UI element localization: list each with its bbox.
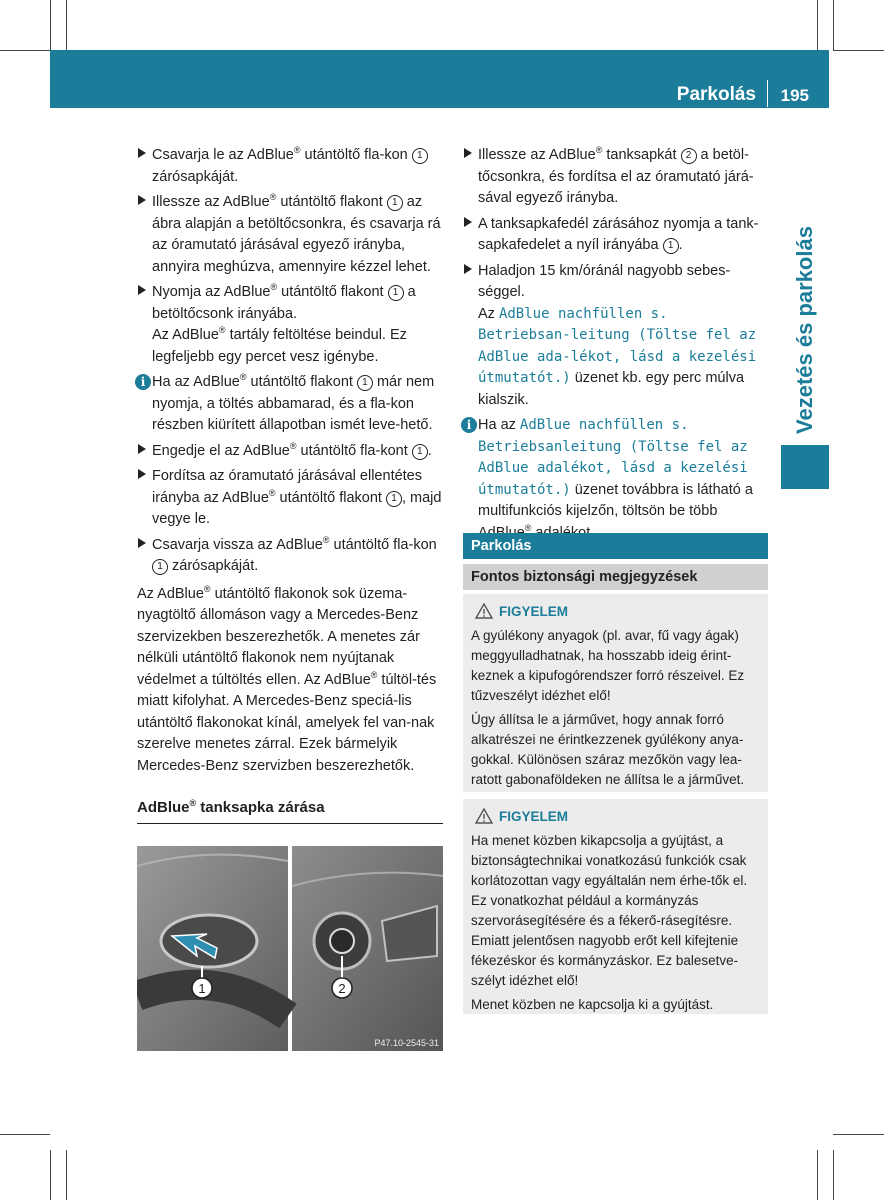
- registered-mark: ®: [218, 325, 226, 336]
- instruction-step: [137, 441, 443, 463]
- fuel-flap: [161, 915, 257, 967]
- callout-number: 1: [412, 148, 428, 164]
- side-tab-marker: [781, 445, 829, 489]
- text: Haladjon 15 km/óránál nagyobb sebes-séggel.: [478, 262, 731, 300]
- subsection-heading: [137, 797, 443, 824]
- info-icon: i: [135, 374, 151, 390]
- text: , majd vegye le.: [152, 489, 442, 527]
- text: AdBlue: [137, 799, 190, 816]
- warning-header: [475, 807, 760, 827]
- crop-mark: [66, 0, 67, 50]
- filler-cap: [330, 929, 354, 953]
- bullet-arrow-icon: [138, 195, 146, 205]
- warning-title: FIGYELEM: [499, 604, 569, 619]
- warning-box: [463, 594, 768, 792]
- right-column: [463, 145, 768, 548]
- instruction-step: [463, 145, 768, 210]
- registered-mark: ®: [524, 522, 532, 533]
- registered-mark: ®: [595, 145, 603, 156]
- bullet-arrow-icon: [464, 148, 472, 158]
- warning-box: [463, 799, 768, 1014]
- instruction-step: [137, 535, 443, 578]
- crop-mark: [50, 0, 51, 50]
- warning-text: Úgy állítsa le a járművet, hogy annak forró alkatrészei ne érintkezzenek gyúlékony anya-gokkal. Különösen száraz mezőkön vagy lea-ratott gabonaföldeken ne állítsa le a járművet.: [471, 712, 745, 787]
- fuel-cap-illustration: [137, 846, 443, 1051]
- text: utántöltő flakont: [277, 284, 388, 300]
- callout-2: 2: [338, 981, 346, 996]
- crop-mark: [833, 1134, 884, 1135]
- instruction-step: [463, 214, 768, 257]
- text: túltöl-tés miatt kifolyhat. A Mercedes-Benz speciá-lis utántöltő flakonokat kínál, amelyek fel van-nak szerelve menetes zárral. Ezek bármelyik Mercedes-Benz szervizben beszerezhetők.: [137, 671, 437, 774]
- text: Fordítsa az óramutató járásával ellentétes irányba az AdBlue: [152, 468, 422, 506]
- text: Csavarja le az AdBlue: [152, 147, 294, 163]
- text: Nyomja az AdBlue: [152, 284, 271, 300]
- side-tab: [781, 215, 829, 445]
- section-heading: Parkolás: [463, 533, 768, 559]
- text: zárósapkáját.: [168, 558, 259, 574]
- registered-mark: ®: [239, 372, 247, 383]
- callout-number: 1: [663, 238, 679, 254]
- text: Illessze az AdBlue: [478, 147, 596, 163]
- text: a betöl-tőcsonkra, és fordítsa el az óramutató járá-sával egyező irányba.: [478, 147, 754, 206]
- text: utántöltő flakonok sok üzema-nyagtöltő állomáson vagy a Mercedes-Benz szervizekben beszerezhetők. A menetes zár nélküli utántöltő flakonok nem nyújtanak védelmet a túltöltés ellen. Az AdBlue: [137, 585, 420, 688]
- crop-mark: [817, 1150, 818, 1200]
- crop-mark: [0, 50, 50, 51]
- text: Engedje el az AdBlue: [152, 442, 290, 459]
- info-icon: i: [461, 417, 477, 433]
- callout-number: 1: [387, 195, 403, 211]
- crop-mark: [50, 1150, 51, 1200]
- text: tanksapkát: [602, 147, 681, 163]
- callout-1: 1: [198, 981, 206, 996]
- text: üzenet kb. egy perc múlva kialszik.: [478, 370, 745, 408]
- safety-heading: Fontos biztonsági megjegyzések: [463, 564, 768, 590]
- registered-mark: ®: [203, 583, 211, 594]
- warning-icon: [475, 808, 493, 824]
- text: tanksapka zárása: [196, 799, 325, 816]
- instruction-step: [463, 261, 768, 412]
- header-title: Parkolás: [676, 84, 756, 105]
- callout-number: 1: [388, 285, 404, 301]
- info-note: [137, 372, 443, 437]
- text: Ha az: [478, 417, 520, 433]
- body-paragraph: [137, 584, 443, 778]
- text: utántöltő fla-kon: [329, 536, 437, 553]
- text: tartály feltöltése beindul. Ez legfeljebb egy percet vesz igénybe.: [152, 327, 407, 365]
- text: utántöltő flakont: [275, 489, 386, 506]
- crop-mark: [0, 1134, 50, 1135]
- registered-mark: ®: [270, 282, 278, 293]
- left-column: [137, 145, 443, 824]
- registered-mark: ®: [269, 192, 277, 203]
- text: üzenet továbbra is látható a multifunkciós kijelzőn, töltsön be több: [478, 481, 753, 519]
- warning-text: A gyúlékony anyagok (pl. avar, fű vagy ágak) meggyulladhatnak, ha hosszabb ideig érint-keznek a kipufogórendszer forró részeivel. Ez tűzveszélyt idézhet elő!: [471, 628, 745, 703]
- registered-mark: ®: [322, 534, 330, 545]
- registered-mark: ®: [268, 487, 276, 498]
- text: Illessze az AdBlue: [152, 194, 270, 210]
- text: A tanksapkafedél zárásához nyomja a tank-sapkafedelet a nyíl irányába: [478, 215, 759, 253]
- text: a betöltőcsonk irányába.: [152, 284, 416, 322]
- registered-mark: ®: [289, 440, 297, 451]
- page-header: [50, 50, 829, 108]
- text: Ha az AdBlue: [152, 374, 240, 390]
- text: Az AdBlue: [137, 585, 204, 602]
- display-message: AdBlue nachfüllen s. Betriebsan-leitung (Töltse fel az AdBlue ada-lékot, lásd a kezelési útmutatót.): [478, 305, 757, 386]
- warning-text: Ha menet közben kikapcsolja a gyújtást, a biztonságtechnikai vonatkozású funkciók csak korlátozottan vagy egyáltalán nem érhe-tők el. Ez vonatkozhat például a kormányzás szervorásegítésére és a fékerő-rásegítésre. Emiatt jelentősen nagyobb erőt kell kifejtenie fékezéskor és kormányzáskor. Ez balesetve-szélyt idézhet elő!: [471, 833, 748, 988]
- warning-text: Menet közben ne kapcsolja ki a gyújtást.: [471, 997, 714, 1012]
- warning-title: FIGYELEM: [499, 809, 569, 824]
- text: utántöltő fla-kon: [300, 147, 412, 163]
- callout-number: 1: [412, 444, 428, 460]
- text: utántöltő flakont: [246, 374, 357, 390]
- instruction-step: [137, 192, 443, 278]
- figure-code: P47.10-2545-31: [374, 1038, 439, 1048]
- instruction-step: [137, 466, 443, 531]
- header-separator: [767, 80, 768, 107]
- text: Az: [478, 305, 499, 322]
- callout-number: 1: [152, 559, 168, 575]
- instruction-step: [137, 282, 443, 368]
- warning-icon: [475, 603, 493, 619]
- text: Az AdBlue: [152, 327, 219, 343]
- bullet-arrow-icon: [464, 217, 472, 227]
- text: már nem nyomja, a töltés abbamarad, és a fla-kon részben kiürített állapotban ismét leve-hető.: [152, 374, 435, 433]
- text: .: [427, 442, 432, 459]
- crop-mark: [833, 0, 834, 50]
- warning-header: [475, 602, 760, 622]
- crop-mark: [817, 0, 818, 50]
- bullet-arrow-icon: [138, 469, 146, 479]
- page-number: 195: [780, 86, 809, 105]
- text: zárósapkáját.: [152, 168, 239, 185]
- bullet-arrow-icon: [464, 264, 472, 274]
- callout-number: 1: [386, 491, 402, 507]
- display-message: AdBlue nachfüllen s. Betriebsanleitung (Töltse fel az AdBlue adalékot, lásd a kezelési útmutatót.): [478, 417, 748, 498]
- bullet-arrow-icon: [138, 285, 146, 295]
- crop-mark: [833, 50, 884, 51]
- text: az ábra alapján a betöltőcsonkra, és csavarja rá az óramutató járásával egyező irányba, annyira meghúzva, amennyire kézzel lehet.: [152, 194, 441, 275]
- bullet-arrow-icon: [138, 444, 146, 454]
- registered-mark: ®: [189, 798, 197, 808]
- instruction-step: [137, 145, 443, 188]
- text: .: [678, 237, 683, 253]
- side-tab-label: Vezetés és parkolás: [792, 226, 817, 434]
- info-note: [463, 415, 768, 544]
- crop-mark: [66, 1150, 67, 1200]
- registered-mark: ®: [293, 145, 301, 156]
- bullet-arrow-icon: [138, 538, 146, 548]
- registered-mark: ®: [370, 669, 378, 680]
- text: utántöltő flakont: [276, 194, 387, 210]
- text: utántöltő fla-kont: [296, 442, 412, 459]
- illustration-svg: [137, 846, 443, 1051]
- bullet-arrow-icon: [138, 148, 146, 158]
- crop-mark: [833, 1150, 834, 1200]
- callout-number: 2: [681, 148, 697, 164]
- callout-number: 1: [357, 375, 373, 391]
- text: Csavarja vissza az AdBlue: [152, 536, 323, 553]
